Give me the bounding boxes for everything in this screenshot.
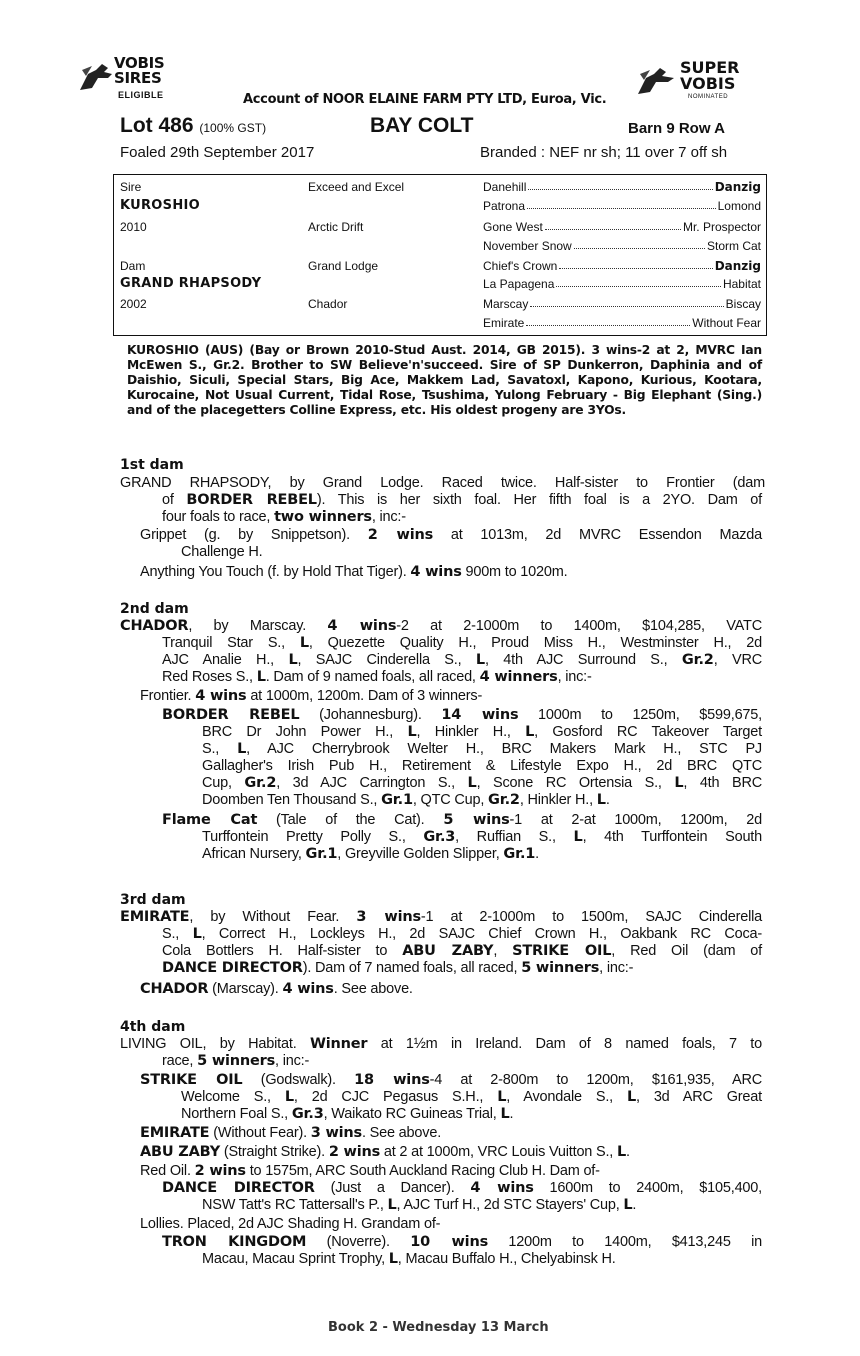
pedigree-text-line: AJC Analie H., L, SAJC Cinderella S., L, 4th AJC Surround S., Gr.2, VRC	[162, 652, 763, 668]
gg-horse: Chief's Crown	[483, 259, 558, 273]
section-4th-dam: 4th dam	[120, 1019, 186, 1035]
dam-label: Dam	[120, 259, 146, 273]
dam-name: GRAND RHAPSODY	[120, 276, 262, 291]
pedigree-text-line: S., L, Correct H., Lockleys H., 2d SAJC Chief Crown H., Oakbank RC Coca-	[162, 926, 763, 942]
vendor-account: Account of NOOR ELAINE FARM PTY LTD, Euroa, Vic.	[243, 92, 607, 107]
pedigree-text-line: DANCE DIRECTOR). Dam of 7 named foals, all raced, 5 winners, inc:-	[162, 960, 634, 976]
gg-sire: Danzig	[714, 259, 761, 273]
pedigree-text-line: CHADOR, by Marscay. 4 wins-2 at 2-1000m to 1400m, $104,285, VATC	[120, 618, 762, 634]
pedigree-text-line: STRIKE OIL (Godswalk). 18 wins-4 at 2-800m to 1200m, $161,935, ARC	[140, 1072, 762, 1088]
brand-marks: Branded : NEF nr sh; 11 over 7 off sh	[480, 144, 728, 161]
pedigree-text-line: TRON KINGDOM (Noverre). 10 wins 1200m to 1400m, $413,245 in	[162, 1234, 762, 1250]
pedigree-gg-row	[483, 277, 761, 291]
pedigree-text-line: Grippet (g. by Snippetson). 2 wins at 1013m, 2d MVRC Essendon Mazda	[140, 527, 762, 543]
pedigree-table	[113, 174, 767, 336]
section-2nd-dam: 2nd dam	[120, 601, 189, 617]
foaled-date: Foaled 29th September 2017	[120, 144, 315, 161]
pedigree-text-line: Frontier. 4 wins at 1000m, 1200m. Dam of 3 winners-	[140, 688, 483, 704]
pedigree-text-line: LIVING OIL, by Habitat. Winner at 1½m in Ireland. Dam of 8 named foals, 7 to	[120, 1036, 762, 1052]
pedigree-text-line: Turffontein Pretty Polly S., Gr.3, Ruffian S., L, 4th Turffontein South	[202, 829, 762, 845]
vobis-sires-eligible-logo	[78, 56, 198, 108]
pedigree-gg-row	[483, 220, 761, 234]
pedigree-gg-row	[483, 239, 761, 253]
leader-dots	[556, 277, 721, 287]
pedigree-text-line: DANCE DIRECTOR (Just a Dancer). 4 wins 1600m to 2400m, $105,400,	[162, 1180, 762, 1196]
logo-right-nominated: NOMINATED	[688, 94, 729, 100]
pedigree-text-line: Flame Cat (Tale of the Cat). 5 wins-1 at 2-at 1000m, 1200m, 2d	[162, 812, 762, 828]
pedigree-text-line: Welcome S., L, 2d CJC Pegasus S.H., L, Avondale S., L, 3d ARC Great	[181, 1089, 762, 1105]
dam-year: 2002	[120, 297, 147, 311]
pedigree-text-line: BORDER REBEL (Johannesburg). 14 wins 1000m to 1250m, $599,675,	[162, 707, 762, 723]
logo-left-text: VOBIS SIRES	[114, 54, 165, 87]
gg-horse: Emirate	[483, 316, 525, 330]
pedigree-text-line: of BORDER REBEL). This is her sixth foal. Her fifth foal is a 2YO. Dam of	[162, 492, 762, 508]
logo-left-eligible: ELIGIBLE	[118, 90, 164, 100]
pedigree-text-line: Gallagher's Irish Pub H., Retirement & Lifestyle Expo H., 2d BRC QTC	[202, 758, 762, 774]
pedigree-text-line: Tranquil Star S., L, Quezette Quality H., Proud Miss H., Westminster H., 2d	[162, 635, 762, 651]
pedigree-text-line: BRC Dr John Power H., L, Hinkler H., L, Gosford RC Takeover Target	[202, 724, 762, 740]
pedigree-text-line: Cola Bottlers H. Half-sister to ABU ZABY, STRIKE OIL, Red Oil (dam of	[162, 943, 762, 959]
catalogue-footer: Book 2 - Wednesday 13 March	[328, 1320, 549, 1335]
barn-location: Barn 9 Row A	[628, 120, 725, 137]
gg-sire: Storm Cat	[706, 239, 761, 253]
pedigree-text-line: Macau, Macau Sprint Trophy, L, Macau Buffalo H., Chelyabinsk H.	[202, 1251, 616, 1267]
pedigree-text-line: race, 5 winners, inc:-	[162, 1053, 310, 1069]
sire-summary: KUROSHIO (AUS) (Bay or Brown 2010-Stud Aust. 2014, GB 2015). 3 wins-2 at 2, MVRC Ian McEwen S., Gr.2. Brother to SW Believe'n'succeed. Sire of SP Dunkerron, Daphinia and of Daishio, Siculi, Special Stars, Big Ace, Makkem Lad, Savatoxl, Kapono, Kurious, Kootara, Kurocaine, Not Usual Current, Tidal Rose, Tsushima, Yulong February - Big Elephant (Sing.) and of the placegetters Colline Express, etc. His oldest progeny are 3YOs.	[127, 343, 762, 417]
pedigree-text-line: Red Oil. 2 wins to 1575m, ARC South Auckland Racing Club H. Dam of-	[140, 1163, 600, 1179]
pedigree-gg-row	[483, 199, 761, 213]
gg-horse: Danehill	[483, 180, 527, 194]
pedigree-gg-row	[483, 297, 761, 311]
pedigree-text-line: S., L, AJC Cherrybrook Welter H., BRC Makers Mark H., STC PJ	[202, 741, 762, 757]
pedigree-text-line: African Nursery, Gr.1, Greyville Golden Slipper, Gr.1.	[202, 846, 540, 862]
leader-dots	[527, 199, 716, 209]
gg-sire: Habitat	[722, 277, 761, 291]
gg-horse: Marscay	[483, 297, 529, 311]
leader-dots	[545, 220, 681, 230]
pedigree-text-line: Challenge H.	[181, 544, 263, 560]
pedigree-text-line: Red Roses S., L. Dam of 9 named foals, all raced, 4 winners, inc:-	[162, 669, 592, 685]
pedigree-text-line: CHADOR (Marscay). 4 wins. See above.	[140, 981, 413, 997]
pedigree-text-line: NSW Tatt's RC Tattersall's P., L, AJC Turf H., 2d STC Stayers' Cup, L.	[202, 1197, 637, 1213]
leader-dots	[574, 239, 705, 249]
pedigree-text-line: EMIRATE, by Without Fear. 3 wins-1 at 2-1000m to 1500m, SAJC Cinderella	[120, 909, 762, 925]
horse-icon	[636, 64, 678, 100]
pedigree-gg-row	[483, 180, 761, 194]
lot-number: Lot 486 (100% GST)	[120, 114, 267, 137]
pedigree-text-line: Cup, Gr.2, 3d AJC Carrington S., L, Scone RC Ortensia S., L, 4th BRC	[202, 775, 762, 791]
gg-sire: Danzig	[714, 180, 761, 194]
sire-year: 2010	[120, 220, 147, 234]
gg-sire: Lomond	[717, 199, 761, 213]
horse-sex-colour: BAY COLT	[370, 114, 474, 137]
logo-right-text: SUPER VOBIS	[680, 58, 740, 93]
gg-sire: Mr. Prospector	[682, 220, 761, 234]
gg-sire: Biscay	[725, 297, 761, 311]
pedigree-text-line: Doomben Ten Thousand S., Gr.1, QTC Cup, Gr.2, Hinkler H., L.	[202, 792, 610, 808]
pedigree-text-line: Northern Foal S., Gr.3, Waikato RC Guineas Trial, L.	[181, 1106, 514, 1122]
leader-dots	[528, 180, 712, 190]
gg-horse: Patrona	[483, 199, 526, 213]
pedigree-text-line: EMIRATE (Without Fear). 3 wins. See above.	[140, 1125, 442, 1141]
sire-name: KUROSHIO	[120, 198, 200, 213]
gg-horse: Gone West	[483, 220, 543, 234]
sire-sire: Exceed and Excel	[308, 180, 405, 194]
pedigree-text-line: four foals to race, two winners, inc:-	[162, 509, 406, 525]
gg-horse: November Snow	[483, 239, 572, 253]
leader-dots	[559, 259, 712, 269]
pedigree-text-line: Anything You Touch (f. by Hold That Tiger). 4 wins 900m to 1020m.	[140, 564, 568, 580]
super-vobis-nominated-logo	[636, 60, 776, 106]
leader-dots	[530, 297, 723, 307]
dam-dam: Chador	[308, 297, 348, 311]
section-1st-dam: 1st dam	[120, 457, 184, 473]
horse-icon	[78, 60, 116, 96]
pedigree-gg-row	[483, 259, 761, 273]
pedigree-text-line: Lollies. Placed, 2d AJC Shading H. Grandam of-	[140, 1216, 441, 1232]
dam-sire: Grand Lodge	[308, 259, 379, 273]
pedigree-gg-row	[483, 316, 761, 330]
gg-sire: Without Fear	[692, 316, 761, 330]
gg-horse: La Papagena	[483, 277, 555, 291]
sire-dam: Arctic Drift	[308, 220, 364, 234]
section-3rd-dam: 3rd dam	[120, 892, 186, 908]
pedigree-text-line: ABU ZABY (Straight Strike). 2 wins at 2 at 1000m, VRC Louis Vuitton S., L.	[140, 1144, 630, 1160]
sire-label: Sire	[120, 180, 142, 194]
leader-dots	[526, 316, 690, 326]
pedigree-text-line: GRAND RHAPSODY, by Grand Lodge. Raced twice. Half-sister to Frontier (dam	[120, 475, 765, 491]
